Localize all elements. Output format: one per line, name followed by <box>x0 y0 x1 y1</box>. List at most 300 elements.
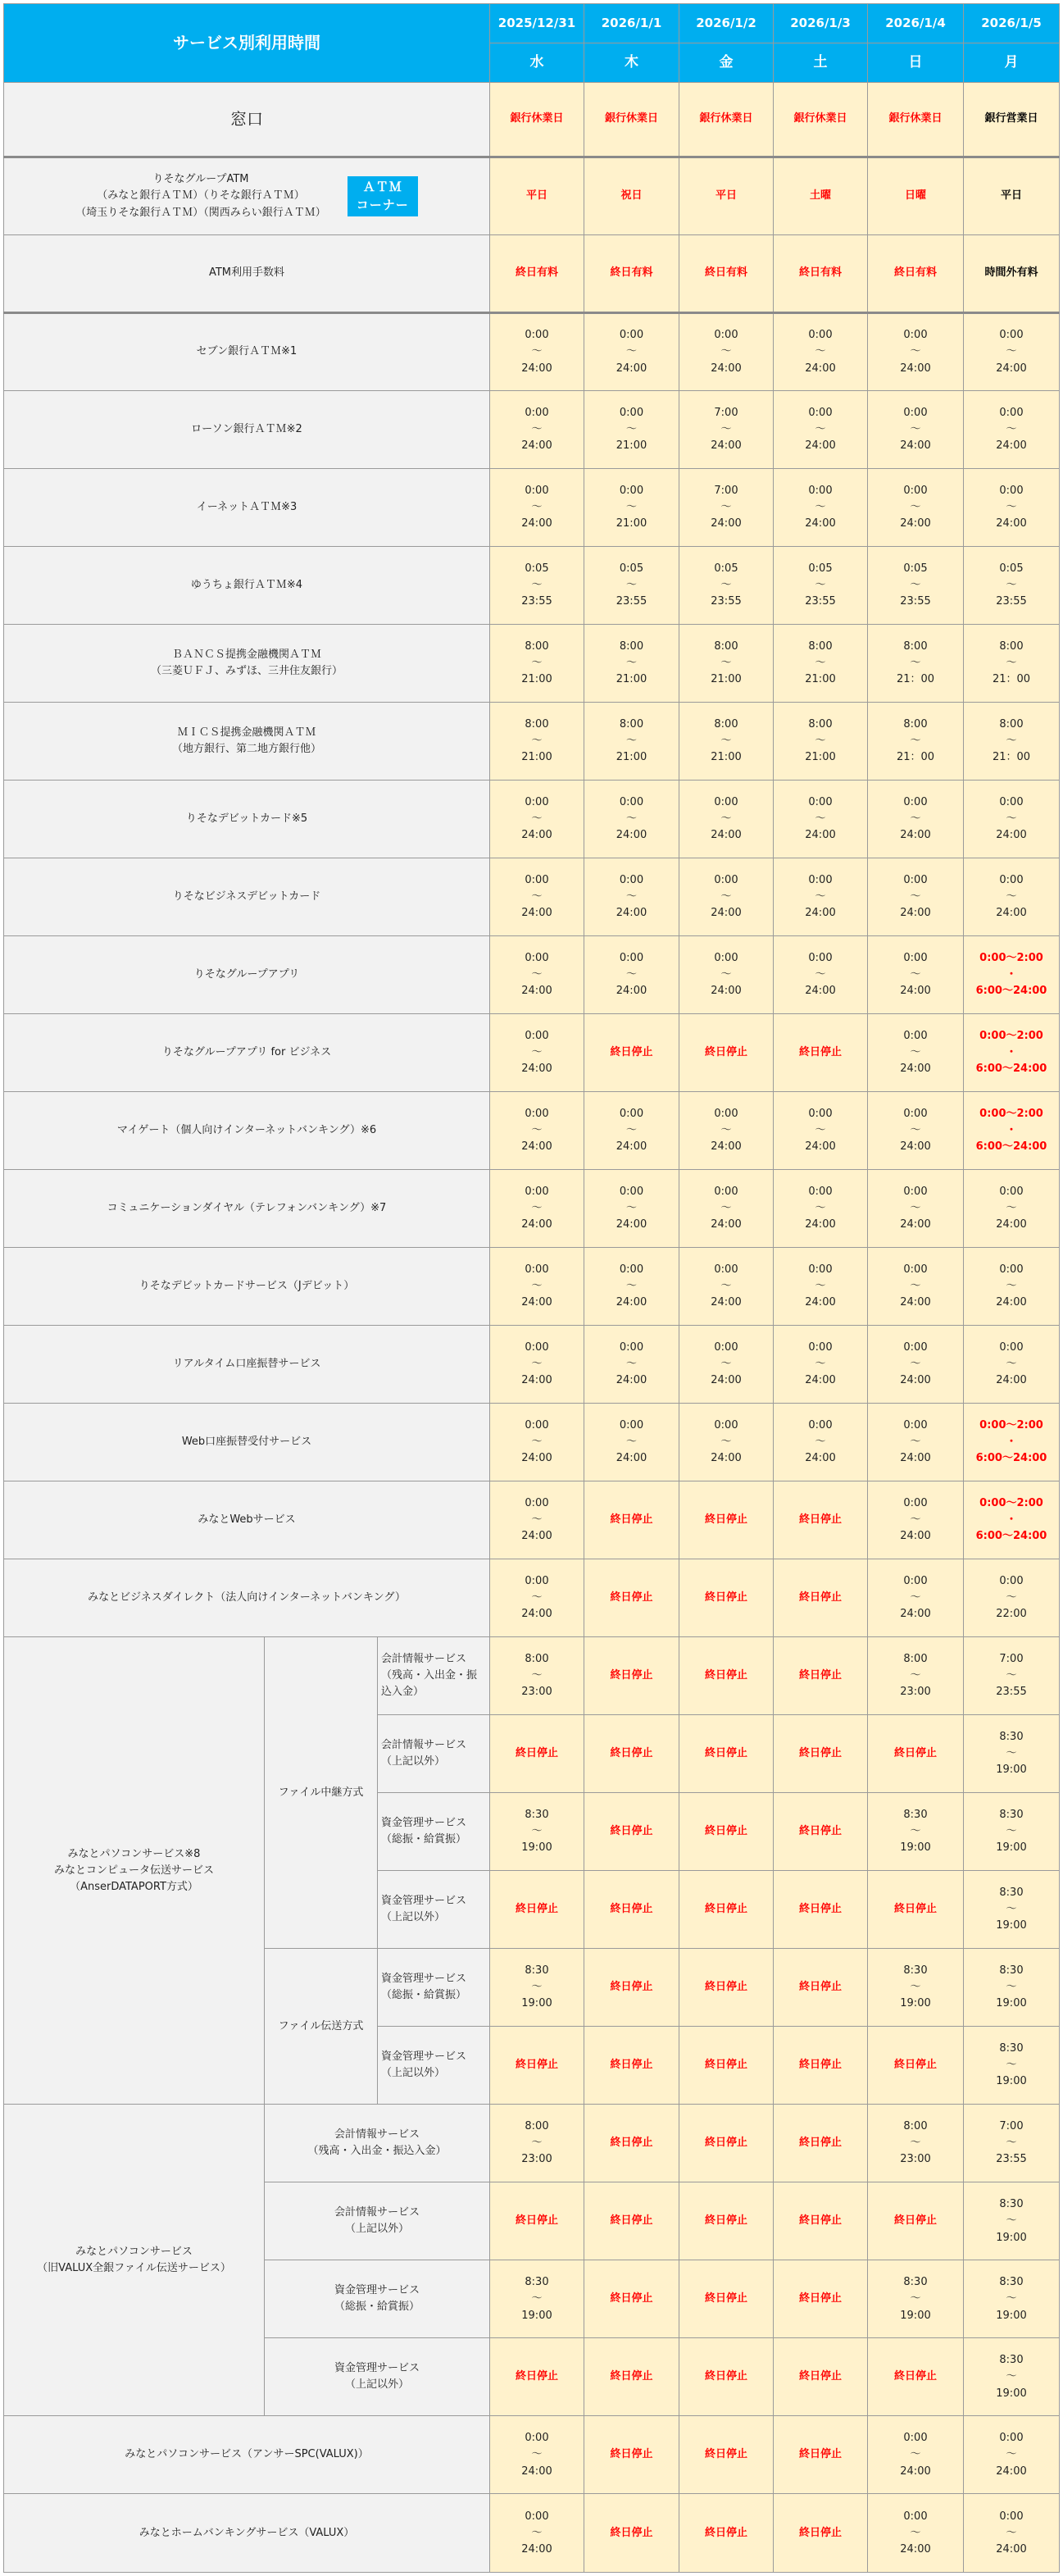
date-header: 2025/12/31 <box>490 4 584 43</box>
cell-line: 0:00 <box>903 484 928 497</box>
status-cell: 終日停止 <box>584 2338 679 2416</box>
time-cell <box>774 1326 868 1404</box>
cell-line: 24:00 <box>521 517 552 530</box>
row-label: りそなデビットカード※5 <box>4 781 490 858</box>
cell-line: 0:00～2:00 <box>979 951 1043 964</box>
cell-line: ～ <box>910 735 921 748</box>
cell-line: 24:00 <box>616 1296 647 1309</box>
cell-line: 0:00 <box>999 406 1024 419</box>
cell-line: 24:00 <box>521 2464 552 2478</box>
table-row <box>4 469 1060 547</box>
cell-line: ～ <box>910 2526 921 2539</box>
status-cell: 終日停止 <box>679 1637 774 1715</box>
time-cell <box>584 781 679 858</box>
time-cell <box>868 1326 964 1404</box>
weekday-header: 日 <box>868 43 964 83</box>
cell-line: ～ <box>815 890 826 903</box>
row-sublabel <box>378 1871 490 1949</box>
cell-line: 0:00 <box>714 1419 738 1432</box>
status-cell: 終日有料 <box>774 235 868 313</box>
time-cell <box>868 2260 964 2338</box>
table-row <box>4 781 1060 858</box>
table-title: サービス別利用時間 <box>4 4 490 83</box>
cell-line: （上記以外） <box>381 1755 446 1768</box>
time-cell <box>490 703 584 781</box>
date-header: 2026/1/1 <box>584 4 679 43</box>
time-cell <box>868 1014 964 1092</box>
time-cell <box>868 1404 964 1481</box>
status-cell: 終日停止 <box>679 2416 774 2494</box>
status-cell: 銀行営業日 <box>964 83 1060 157</box>
cell-line: 8:30 <box>999 1809 1024 1822</box>
cell-line: 24:00 <box>805 907 836 920</box>
cell-line: 21:00 <box>616 673 647 686</box>
cell-line: 0:00 <box>808 406 833 419</box>
date-header: 2026/1/2 <box>679 4 774 43</box>
status-cell: 終日停止 <box>490 2182 584 2260</box>
cell-line: 会計情報サービス <box>334 2128 420 2141</box>
cell-line: 0:00 <box>903 1263 928 1277</box>
cell-line: 24:00 <box>900 1374 931 1387</box>
row-label: コミュニケーションダイヤル（テレフォンバンキング）※7 <box>4 1170 490 1248</box>
time-cell <box>868 781 964 858</box>
service-hours-table <box>3 3 1060 2573</box>
cell-line: 7:00 <box>714 484 738 497</box>
status-cell: 終日停止 <box>774 2260 868 2338</box>
status-cell: 終日停止 <box>774 2416 868 2494</box>
cell-line: 24:00 <box>900 1452 931 1465</box>
table-row <box>4 1170 1060 1248</box>
cell-line: ～ <box>720 812 732 826</box>
cell-line: 24:00 <box>805 439 836 453</box>
cell-line: 0:00 <box>525 1186 549 1199</box>
cell-line: 0:00 <box>619 1341 644 1354</box>
cell-line: 0:05 <box>525 562 549 575</box>
cell-line: 8:30 <box>999 1886 1024 1900</box>
table-row <box>4 2105 1060 2182</box>
cell-line: 24:00 <box>805 517 836 530</box>
status-cell: 終日停止 <box>584 2027 679 2105</box>
cell-line: ～ <box>1006 1825 1017 1838</box>
cell-line: ～ <box>531 1669 543 1682</box>
cell-line: 23:00 <box>521 1686 552 1699</box>
row-label: りそなグループアプリ for ビジネス <box>4 1014 490 1092</box>
cell-line: 24:00 <box>900 907 931 920</box>
cell-line: 8:30 <box>903 1964 928 1978</box>
cell-line: 資金管理サービス <box>381 1817 467 1830</box>
status-cell: 終日停止 <box>679 1715 774 1793</box>
row-sublabel: ファイル中継方式 <box>265 1637 378 1949</box>
cell-line: ～ <box>720 968 732 981</box>
cell-line: ～ <box>1006 890 1017 903</box>
cell-line: ～ <box>531 345 543 358</box>
cell-line: 0:00 <box>714 873 738 886</box>
cell-line: 24:00 <box>805 985 836 998</box>
time-cell <box>490 858 584 936</box>
cell-line: ～ <box>531 968 543 981</box>
status-cell: 終日停止 <box>679 1014 774 1092</box>
cell-line: 24:00 <box>521 1063 552 1076</box>
cell-line: （上記以外） <box>344 2223 409 2236</box>
cell-line: 会計情報サービス <box>381 1653 467 1666</box>
cell-line: 0:00 <box>999 1263 1024 1277</box>
cell-line: ～ <box>625 812 637 826</box>
cell-line: 0:00～2:00 <box>979 1108 1043 1120</box>
time-cell <box>964 1637 1060 1715</box>
cell-line: 24:00 <box>711 1218 742 1231</box>
cell-line: ～ <box>1006 2370 1017 2383</box>
status-cell: 終日停止 <box>774 1715 868 1793</box>
row-label: みなとパソコンサービス（アンサーSPC(VALUX)） <box>4 2416 490 2494</box>
cell-line: ・ <box>1006 1513 1017 1527</box>
cell-line: 23:55 <box>521 595 552 608</box>
time-cell <box>868 625 964 703</box>
cell-line: ～ <box>1006 1747 1017 1760</box>
time-cell <box>964 1793 1060 1871</box>
cell-line: 0:00 <box>619 1108 644 1120</box>
time-cell <box>679 313 774 391</box>
row-sublabel <box>378 1637 490 1715</box>
cell-line: ～ <box>720 579 732 592</box>
cell-line: 6:00～24:00 <box>975 1140 1047 1154</box>
status-cell: 銀行休業日 <box>774 83 868 157</box>
cell-line: 24:00 <box>900 1530 931 1543</box>
row-label: みなとビジネスダイレクト（法人向けインターネットバンキング） <box>4 1559 490 1637</box>
cell-line: 7:00 <box>999 2120 1024 2133</box>
cell-line: 24:00 <box>805 1452 836 1465</box>
cell-line: ～ <box>815 345 826 358</box>
cell-line: ～ <box>625 501 637 514</box>
cell-line: ～ <box>1006 345 1017 358</box>
row-sublabel <box>378 2027 490 2105</box>
time-cell <box>964 781 1060 858</box>
cell-line: 24:00 <box>521 829 552 842</box>
cell-line: ～ <box>910 1513 921 1527</box>
cell-line: 0:00 <box>999 329 1024 342</box>
table-row <box>4 2416 1060 2494</box>
cell-line: ～ <box>1006 657 1017 670</box>
cell-line: ～ <box>815 501 826 514</box>
status-cell: 終日停止 <box>774 1481 868 1559</box>
time-cell <box>774 1092 868 1170</box>
cell-line: 7:00 <box>999 1653 1024 1666</box>
cell-line: 6:00～24:00 <box>975 1530 1047 1543</box>
status-cell: 終日停止 <box>679 1481 774 1559</box>
cell-line: 22:00 <box>996 1608 1027 1621</box>
table-row <box>4 1404 1060 1481</box>
cell-line: 21:00 <box>711 751 742 764</box>
cell-line: 23:55 <box>711 595 742 608</box>
cell-line: ～ <box>531 657 543 670</box>
cell-line: 24:00 <box>521 985 552 998</box>
cell-line: 24:00 <box>996 362 1027 375</box>
cell-line: 19:00 <box>900 1841 931 1855</box>
time-cell <box>868 469 964 547</box>
time-cell <box>774 547 868 625</box>
cell-line: みなとパソコンサービス <box>75 2245 193 2258</box>
status-cell: 終日停止 <box>584 1793 679 1871</box>
time-cell <box>868 936 964 1014</box>
table-row <box>4 1014 1060 1092</box>
row-label: セブン銀行ＡＴＭ※1 <box>4 313 490 391</box>
cell-line: 8:30 <box>903 1809 928 1822</box>
cell-line: 24:00 <box>616 985 647 998</box>
time-cell <box>868 1559 964 1637</box>
cell-line: ～ <box>910 1046 921 1059</box>
time-cell <box>964 1170 1060 1248</box>
cell-line: 19:00 <box>900 2309 931 2322</box>
cell-line: 8:30 <box>999 2354 1024 2367</box>
table-row <box>4 235 1060 313</box>
cell-line: 0:00 <box>999 1341 1024 1354</box>
cell-line: ～ <box>910 657 921 670</box>
time-cell <box>490 2260 584 2338</box>
row-label: りそなグループアプリ <box>4 936 490 1014</box>
time-cell <box>490 313 584 391</box>
cell-line: 24:00 <box>900 517 931 530</box>
time-cell <box>679 781 774 858</box>
cell-line: 8:00 <box>808 717 833 730</box>
cell-line: 0:00 <box>903 2510 928 2523</box>
time-cell <box>964 625 1060 703</box>
cell-line: ～ <box>720 1202 732 1215</box>
status-cell: 終日停止 <box>679 2338 774 2416</box>
time-cell <box>868 1637 964 1715</box>
cell-line: 0:00 <box>714 1263 738 1277</box>
status-cell: 終日停止 <box>868 1715 964 1793</box>
cell-line: 込入金） <box>381 1686 425 1699</box>
status-cell: 終日停止 <box>679 1871 774 1949</box>
time-cell <box>679 547 774 625</box>
weekday-header: 木 <box>584 43 679 83</box>
cell-line: 0:00 <box>619 951 644 964</box>
cell-line: 24:00 <box>900 2464 931 2478</box>
cell-line: ～ <box>910 1436 921 1449</box>
table-row <box>4 391 1060 469</box>
cell-line: （上記以外） <box>344 2378 409 2392</box>
date-header: 2026/1/4 <box>868 4 964 43</box>
time-cell <box>584 1248 679 1326</box>
status-cell: 終日停止 <box>774 2338 868 2416</box>
cell-line: 0:00 <box>903 329 928 342</box>
time-cell <box>774 391 868 469</box>
row-label: りそなデビットカードサービス（Jデビット） <box>4 1248 490 1326</box>
time-cell <box>584 313 679 391</box>
cell-line: ～ <box>720 423 732 435</box>
cell-line: 24:00 <box>616 1140 647 1154</box>
status-cell: 終日停止 <box>679 1949 774 2027</box>
cell-line: 8:30 <box>999 2276 1024 2289</box>
cell-line: 19:00 <box>996 1841 1027 1855</box>
weekday-header: 水 <box>490 43 584 83</box>
table-row <box>4 1326 1060 1404</box>
row-label-line: （埼玉りそな銀行ＡＴＭ）（関西みらい銀行ＡＴＭ） <box>75 206 326 219</box>
cell-line: 24:00 <box>711 1374 742 1387</box>
cell-line: 8:00 <box>619 717 644 730</box>
atm-corner-badge <box>348 176 418 217</box>
status-cell: 終日停止 <box>584 1481 679 1559</box>
cell-line: 21:00 <box>805 673 836 686</box>
time-cell <box>964 1326 1060 1404</box>
status-cell: 終日停止 <box>584 2105 679 2182</box>
cell-line: 0:00 <box>903 873 928 886</box>
time-cell <box>490 1404 584 1481</box>
cell-line: ～ <box>815 579 826 592</box>
cell-line: ～ <box>815 735 826 748</box>
cell-line: ～ <box>625 890 637 903</box>
cell-line: 21:00 <box>616 517 647 530</box>
cell-line: ～ <box>531 423 543 435</box>
time-cell <box>584 1092 679 1170</box>
cell-line: 24:00 <box>900 2542 931 2556</box>
cell-line: ～ <box>910 501 921 514</box>
cell-line: 8:00 <box>714 717 738 730</box>
cell-line: ～ <box>625 735 637 748</box>
table-row <box>4 703 1060 781</box>
cell-line: 24:00 <box>996 517 1027 530</box>
cell-line: ～ <box>531 1202 543 1215</box>
cell-line: 0:00 <box>903 406 928 419</box>
cell-line: 0:00 <box>903 1186 928 1199</box>
cell-line: 0:00 <box>714 795 738 808</box>
time-cell <box>964 1014 1060 1092</box>
row-label: Web口座振替受付サービス <box>4 1404 490 1481</box>
time-cell <box>868 2494 964 2573</box>
time-cell <box>490 1170 584 1248</box>
cell-line: 0:00～2:00 <box>979 1497 1043 1510</box>
cell-line: 24:00 <box>521 907 552 920</box>
cell-line: 19:00 <box>900 1997 931 2010</box>
cell-line: ～ <box>1006 1903 1017 1916</box>
row-sublabel <box>378 1949 490 2027</box>
time-cell <box>490 2105 584 2182</box>
table-row <box>4 858 1060 936</box>
cell-line: 0:00 <box>525 1029 549 1042</box>
cell-line: ～ <box>815 1202 826 1215</box>
cell-line: 21:00 <box>711 673 742 686</box>
status-cell: 日曜 <box>868 157 964 235</box>
row-label <box>4 625 490 703</box>
cell-line: ～ <box>910 1358 921 1371</box>
cell-line: ～ <box>625 968 637 981</box>
row-label: ゆうちょ銀行ＡＴＭ※4 <box>4 547 490 625</box>
cell-line: 24:00 <box>996 439 1027 453</box>
cell-line: 0:00 <box>808 329 833 342</box>
time-cell <box>964 1404 1060 1481</box>
cell-line: 0:00 <box>525 2432 549 2445</box>
time-cell <box>774 1248 868 1326</box>
row-label-line: りそなグループATM <box>152 173 249 186</box>
time-cell <box>964 469 1060 547</box>
cell-line: ～ <box>910 1981 921 1994</box>
cell-line: 0:00 <box>903 1108 928 1120</box>
cell-line: 6:00～24:00 <box>975 985 1047 998</box>
cell-line: 24:00 <box>805 1374 836 1387</box>
cell-line: 会計情報サービス <box>334 2206 420 2219</box>
cell-line: ～ <box>1006 579 1017 592</box>
cell-line: 24:00 <box>521 1530 552 1543</box>
cell-line: 21:00 <box>616 751 647 764</box>
time-cell <box>679 1248 774 1326</box>
cell-line: ～ <box>910 1202 921 1215</box>
time-cell <box>490 1949 584 2027</box>
time-cell <box>584 1170 679 1248</box>
cell-line: 0:05 <box>619 562 644 575</box>
cell-line: みなとパソコンサービス※8 <box>67 1847 201 1860</box>
cell-line: 0:00 <box>808 1186 833 1199</box>
status-cell: 終日停止 <box>679 2182 774 2260</box>
row-label <box>4 703 490 781</box>
cell-line: 0:00～2:00 <box>979 1029 1043 1042</box>
time-cell <box>490 936 584 1014</box>
time-cell <box>679 469 774 547</box>
status-cell: 終日停止 <box>490 2027 584 2105</box>
table-row <box>4 547 1060 625</box>
status-cell: 終日停止 <box>584 2494 679 2573</box>
time-cell <box>679 858 774 936</box>
status-cell: 終日停止 <box>774 2105 868 2182</box>
cell-line: ～ <box>1006 2059 1017 2072</box>
cell-line: ～ <box>1006 1591 1017 1604</box>
cell-line: ～ <box>815 812 826 826</box>
cell-line: 24:00 <box>711 985 742 998</box>
cell-line: 0:00 <box>999 1575 1024 1588</box>
cell-line: 0:05 <box>903 562 928 575</box>
cell-line: ～ <box>1006 1280 1017 1293</box>
row-label: ローソン銀行ＡＴＭ※2 <box>4 391 490 469</box>
cell-line: 19:00 <box>996 2075 1027 2088</box>
cell-line: 23:55 <box>616 595 647 608</box>
cell-line: 0:00 <box>619 1263 644 1277</box>
time-cell <box>774 781 868 858</box>
time-cell <box>774 1404 868 1481</box>
status-cell: 終日停止 <box>584 2260 679 2338</box>
cell-line: 19:00 <box>996 2231 1027 2244</box>
time-cell <box>964 1715 1060 1793</box>
cell-line: 0:00 <box>903 1419 928 1432</box>
cell-line: 24:00 <box>711 517 742 530</box>
time-cell <box>964 2260 1060 2338</box>
cell-line: 0:00 <box>999 2510 1024 2523</box>
cell-line: 0:00 <box>714 329 738 342</box>
cell-line: 0:00 <box>808 873 833 886</box>
time-cell <box>490 781 584 858</box>
cell-line: ～ <box>1006 1669 1017 1682</box>
time-cell <box>774 313 868 391</box>
cell-line: 8:30 <box>525 1964 549 1978</box>
table-row <box>4 313 1060 391</box>
cell-line: ～ <box>910 2448 921 2461</box>
cell-line: 21：00 <box>896 673 935 686</box>
cell-line: 19:00 <box>996 2387 1027 2400</box>
time-cell <box>868 1170 964 1248</box>
status-cell: 終日停止 <box>584 1715 679 1793</box>
time-cell <box>964 1481 1060 1559</box>
cell-line: ～ <box>1006 1358 1017 1371</box>
row-label: イーネットＡＴＭ※3 <box>4 469 490 547</box>
badge-line: コーナー <box>356 197 409 212</box>
cell-line: ～ <box>910 812 921 826</box>
cell-line: 0:00 <box>714 1341 738 1354</box>
cell-line: 0:00 <box>525 484 549 497</box>
cell-line: ～ <box>720 890 732 903</box>
time-cell <box>868 1481 964 1559</box>
cell-line: 8:00 <box>714 639 738 653</box>
cell-line: 24:00 <box>900 1140 931 1154</box>
time-cell <box>964 1871 1060 1949</box>
status-cell: 終日停止 <box>868 2182 964 2260</box>
cell-line: ～ <box>720 735 732 748</box>
